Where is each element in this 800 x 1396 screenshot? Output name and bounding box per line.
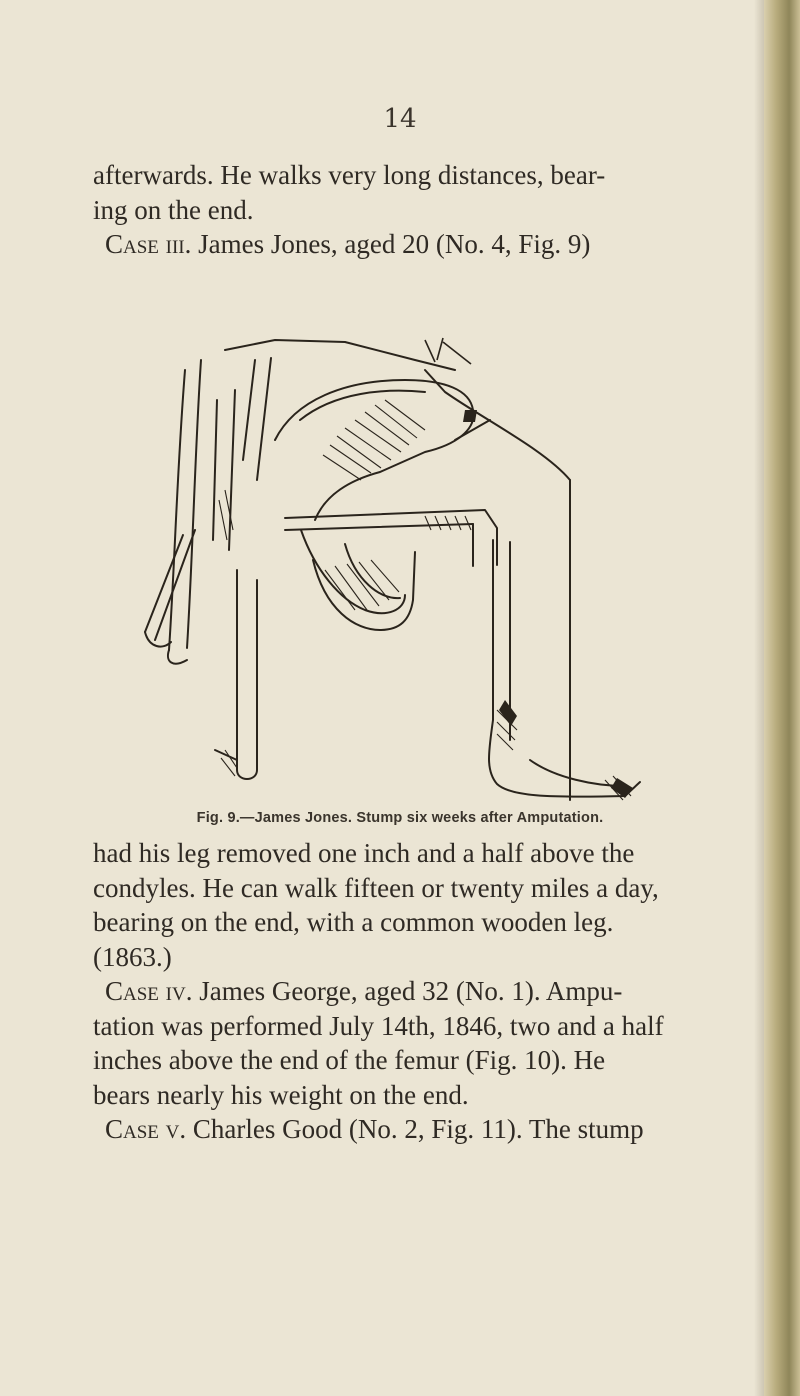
case-heading-line (93, 227, 733, 262)
case-heading-line (93, 1112, 733, 1147)
case-heading-line (93, 974, 733, 1009)
page-edge-shadow (754, 0, 764, 1396)
text-line: afterwards. He walks very long distances, bear- (93, 160, 606, 190)
text-block-bottom (93, 836, 733, 1147)
text-line: had his leg removed one inch and a half above the (93, 838, 635, 868)
figure-caption: Fig. 9.—James Jones. Stump six weeks after Amputation. (196, 810, 604, 826)
case-label: Case v. (105, 1114, 187, 1144)
text-line: tation was performed July 14th, 1846, two and a half (93, 1010, 664, 1041)
text-line: bears nearly his weight on the end. (93, 1079, 469, 1110)
case-label: Case iii. (105, 229, 192, 259)
text-line: ing on the end. (93, 194, 254, 225)
figure-stump-illustration (125, 330, 645, 810)
page-number: 14 (383, 104, 417, 134)
text-line: James George, aged 32 (No. 1). Ampu- (192, 976, 623, 1006)
text-line: Charles Good (No. 2, Fig. 11). The stump (186, 1114, 644, 1144)
text-line: James Jones, aged 20 (No. 4, Fig. 9) (191, 229, 591, 259)
case-label: Case iv. (105, 976, 193, 1006)
text-block-top (93, 158, 733, 262)
book-edge (764, 0, 800, 1396)
text-line: inches above the end of the femur (Fig. 10). He (93, 1045, 606, 1075)
text-line: (1863.) (93, 941, 172, 972)
text-line: bearing on the end, with a common wooden leg. (93, 907, 614, 937)
stump-drawing (125, 330, 645, 810)
text-line: condyles. He can walk fifteen or twenty miles a day, (93, 872, 659, 903)
